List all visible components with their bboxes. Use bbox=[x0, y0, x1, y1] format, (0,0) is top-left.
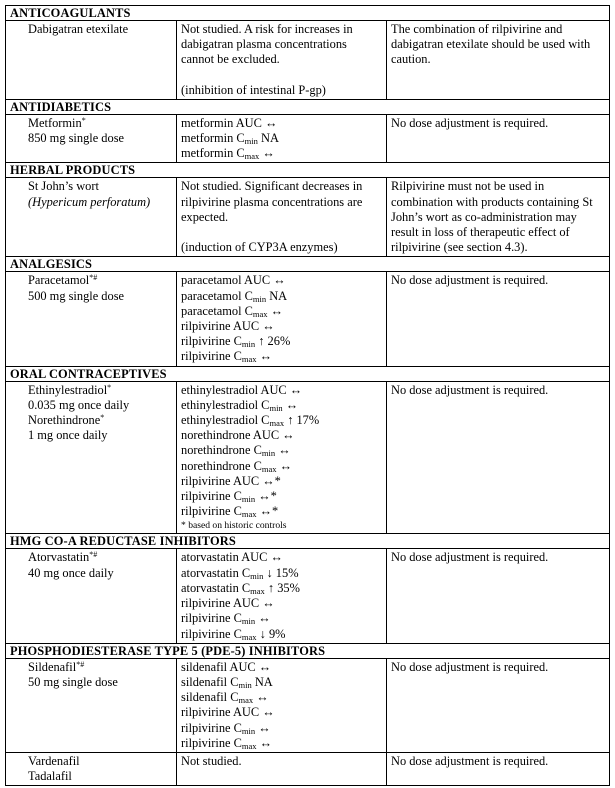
line-text: rilpivirine C bbox=[181, 626, 242, 641]
section-title: ANTICOAGULANTS bbox=[6, 6, 610, 21]
section-title: ANTIDIABETICS bbox=[6, 99, 610, 114]
effect-line bbox=[181, 240, 382, 255]
line-text: Atorvastatin bbox=[28, 550, 90, 565]
line-text: 40 mg once daily bbox=[28, 565, 114, 580]
effect-cell bbox=[177, 752, 387, 785]
subscript: min bbox=[261, 448, 276, 459]
drug-cell bbox=[6, 21, 177, 100]
section-header-row-anticoagulants bbox=[6, 6, 610, 21]
drug-name-line bbox=[28, 675, 172, 690]
recommendation-cell bbox=[387, 549, 610, 643]
effect-line bbox=[181, 273, 382, 288]
line-value: ↔ bbox=[259, 146, 275, 161]
line-text: Norethindrone bbox=[28, 413, 101, 428]
table-row bbox=[6, 549, 610, 643]
effect-line bbox=[181, 504, 382, 519]
line-value: ↔ bbox=[256, 735, 273, 750]
section-title: HERBAL PRODUCTS bbox=[6, 163, 610, 178]
drug-cell bbox=[6, 752, 177, 785]
line-text: paracetamol C bbox=[181, 303, 253, 318]
effect-line bbox=[181, 721, 382, 736]
effect-line bbox=[181, 319, 382, 334]
effect-line bbox=[181, 459, 382, 474]
drug-cell bbox=[6, 549, 177, 643]
line-text: rilpivirine C bbox=[181, 735, 242, 750]
section-title: ORAL CONTRACEPTIVES bbox=[6, 366, 610, 381]
footnote-marker: *# bbox=[89, 273, 98, 283]
line-value: ↔* bbox=[256, 504, 279, 519]
subscript: min bbox=[250, 570, 264, 581]
line-text: sildenafil C bbox=[181, 690, 239, 705]
line-text: * based on historic controls bbox=[181, 520, 287, 532]
line-text: 50 mg single dose bbox=[28, 674, 118, 689]
line-text: St John’s wort bbox=[28, 179, 99, 194]
effect-line bbox=[181, 116, 382, 131]
table-row bbox=[6, 178, 610, 257]
line-text: rilpivirine AUC ↔* bbox=[181, 473, 281, 488]
effect-cell bbox=[177, 272, 387, 366]
table-row bbox=[6, 114, 610, 163]
recommendation-text: No dose adjustment is required. bbox=[391, 659, 549, 674]
line-value: ↔ bbox=[267, 303, 284, 318]
line-value: NA bbox=[257, 131, 279, 146]
line-text: atorvastatin C bbox=[181, 580, 251, 595]
section-title: HMG CO-A REDUCTASE INHIBITORS bbox=[6, 534, 610, 549]
line-text: paracetamol C bbox=[181, 288, 253, 303]
effect-line bbox=[181, 428, 382, 443]
recommendation-cell bbox=[387, 21, 610, 100]
effect-line bbox=[181, 566, 382, 581]
effect-line bbox=[181, 690, 382, 705]
recommendation-cell bbox=[387, 381, 610, 534]
effect-line bbox=[181, 474, 382, 489]
drug-name-line bbox=[28, 550, 172, 565]
footnote-marker: * bbox=[100, 413, 105, 423]
line-value: ↔* bbox=[255, 489, 277, 504]
line-text: rilpivirine C bbox=[181, 611, 242, 626]
line-text: Dabigatran etexilate bbox=[28, 22, 129, 36]
subscript: max bbox=[250, 585, 265, 596]
recommendation-cell bbox=[387, 114, 610, 163]
line-text: Metformin bbox=[28, 115, 82, 130]
section-header-row-oral-contraceptives bbox=[6, 366, 610, 381]
line-value: ↓ 9% bbox=[256, 626, 286, 641]
drug-cell bbox=[6, 381, 177, 534]
recommendation-text: Rilpivirine must not be used in combination with products containing St John’s wort as co-administration may result in loss of therapeutic effect of rilpivirine (see section 4.3). bbox=[391, 179, 593, 255]
effect-cell bbox=[177, 178, 387, 257]
section-title: ANALGESICS bbox=[6, 257, 610, 272]
subscript: max bbox=[238, 695, 254, 706]
spacer bbox=[181, 225, 382, 240]
line-text: metformin C bbox=[181, 146, 245, 161]
drug-name-line bbox=[28, 22, 172, 37]
drug-name-line bbox=[28, 116, 172, 131]
line-text: ethinylestradiol C bbox=[181, 397, 270, 412]
footnote-marker: *# bbox=[76, 659, 85, 669]
section-header-row-herbal-products bbox=[6, 163, 610, 178]
line-text: Not studied. A risk for increases in dabigatran plasma concentrations cannot be excluded. bbox=[181, 22, 353, 67]
line-value: ↓ 15% bbox=[263, 565, 299, 580]
line-text: sildenafil AUC ↔ bbox=[181, 659, 272, 674]
line-value: ↔ bbox=[253, 690, 269, 705]
line-value: NA bbox=[266, 288, 288, 303]
line-text: rilpivirine AUC ↔ bbox=[181, 705, 275, 720]
line-value: ↔ bbox=[275, 443, 291, 458]
effect-cell bbox=[177, 658, 387, 752]
effect-line bbox=[181, 550, 382, 565]
line-text: norethindrone C bbox=[181, 458, 262, 473]
effect-cell bbox=[177, 114, 387, 163]
subscript: max bbox=[241, 631, 257, 642]
section-header-row-phosphodiesterase-type-5-pde-5-inhibitors bbox=[6, 643, 610, 658]
line-value: ↔ bbox=[282, 397, 299, 412]
effect-line bbox=[181, 754, 382, 769]
line-value: NA bbox=[251, 674, 273, 689]
effect-cell bbox=[177, 549, 387, 643]
line-text: rilpivirine AUC ↔ bbox=[181, 596, 275, 611]
effect-line bbox=[181, 443, 382, 458]
section-header-row-analgesics bbox=[6, 257, 610, 272]
drug-name-line bbox=[28, 754, 172, 769]
footnote-marker: * bbox=[107, 382, 112, 392]
subscript: min bbox=[238, 679, 252, 690]
drug-cell bbox=[6, 272, 177, 366]
effect-line bbox=[181, 596, 382, 611]
section-title: PHOSPHODIESTERASE TYPE 5 (PDE-5) INHIBITORS bbox=[6, 643, 610, 658]
line-text: sildenafil C bbox=[181, 674, 239, 689]
drug-name-line bbox=[28, 660, 172, 675]
effect-line bbox=[181, 489, 382, 504]
drug-name-line bbox=[28, 428, 172, 443]
recommendation-text: No dose adjustment is required. bbox=[391, 115, 549, 130]
line-text: metformin AUC ↔ bbox=[181, 115, 278, 130]
effect-line bbox=[181, 660, 382, 675]
line-text: Vardenafil bbox=[28, 753, 80, 768]
effect-line bbox=[181, 334, 382, 349]
line-value: ↔ bbox=[276, 458, 293, 473]
line-text: atorvastatin AUC ↔ bbox=[181, 550, 283, 565]
drug-cell bbox=[6, 114, 177, 163]
effect-line bbox=[181, 413, 382, 428]
effect-line bbox=[181, 22, 382, 68]
effect-line bbox=[181, 675, 382, 690]
recommendation-text: No dose adjustment is required. bbox=[391, 273, 549, 288]
recommendation-text: The combination of rilpivirine and dabigatran etexilate should be used with caution. bbox=[391, 22, 591, 67]
table-row bbox=[6, 752, 610, 785]
drug-cell bbox=[6, 658, 177, 752]
line-text: 500 mg single dose bbox=[28, 288, 125, 303]
effect-line bbox=[181, 398, 382, 413]
line-text: 1 mg once daily bbox=[28, 428, 108, 443]
line-value: ↑ 17% bbox=[284, 413, 320, 428]
subscript: max bbox=[241, 509, 257, 520]
subscript: max bbox=[261, 463, 277, 474]
line-text: (Hypericum perforatum) bbox=[28, 194, 151, 209]
line-text: rilpivirine C bbox=[181, 349, 242, 364]
effect-cell bbox=[177, 381, 387, 534]
recommendation-text: No dose adjustment is required. bbox=[391, 382, 549, 397]
table-row bbox=[6, 272, 610, 366]
subscript: min bbox=[241, 725, 256, 736]
effect-cell bbox=[177, 21, 387, 100]
effect-line bbox=[181, 581, 382, 596]
effect-line bbox=[181, 83, 382, 98]
line-text: Tadalafil bbox=[28, 769, 72, 784]
line-text: ethinylestradiol AUC ↔ bbox=[181, 382, 303, 397]
footnote-marker: *# bbox=[89, 550, 98, 560]
line-text: rilpivirine C bbox=[181, 504, 242, 519]
subscript: min bbox=[241, 494, 256, 505]
recommendation-cell bbox=[387, 178, 610, 257]
drug-name-line bbox=[28, 273, 172, 288]
effect-line bbox=[181, 705, 382, 720]
subscript: min bbox=[241, 339, 256, 350]
effect-line bbox=[181, 383, 382, 398]
line-text: rilpivirine C bbox=[181, 489, 242, 504]
line-text: 850 mg single dose bbox=[28, 131, 125, 146]
line-text: Paracetamol bbox=[28, 273, 90, 288]
line-text: rilpivirine C bbox=[181, 720, 242, 735]
line-text: Sildenafil bbox=[28, 659, 77, 674]
effect-line bbox=[181, 627, 382, 642]
line-text: atorvastatin C bbox=[181, 565, 251, 580]
table-row bbox=[6, 658, 610, 752]
effect-line bbox=[181, 289, 382, 304]
line-value: ↔ bbox=[255, 611, 271, 626]
line-text: rilpivirine C bbox=[181, 334, 242, 349]
table-row bbox=[6, 381, 610, 534]
line-text: norethindrone C bbox=[181, 443, 262, 458]
interaction-table-body bbox=[6, 6, 610, 786]
drug-name-line bbox=[28, 566, 172, 581]
section-header-row-antidiabetics bbox=[6, 99, 610, 114]
subscript: max bbox=[241, 740, 257, 751]
recommendation-cell bbox=[387, 752, 610, 785]
section-header-row-hmg-co-a-reductase-inhibitors bbox=[6, 534, 610, 549]
subscript: max bbox=[269, 418, 285, 429]
effect-line bbox=[181, 304, 382, 319]
footnote-marker: * bbox=[81, 115, 86, 125]
effect-line bbox=[181, 131, 382, 146]
line-value: ↔ bbox=[256, 349, 273, 364]
line-text: paracetamol AUC ↔ bbox=[181, 273, 286, 288]
drug-name-line bbox=[28, 289, 172, 304]
line-text: Not studied. bbox=[181, 753, 242, 768]
line-value: ↔ bbox=[255, 720, 271, 735]
effect-line bbox=[181, 611, 382, 626]
effect-line bbox=[181, 736, 382, 751]
drug-name-line bbox=[28, 131, 172, 146]
effect-line bbox=[181, 349, 382, 364]
effect-line bbox=[181, 146, 382, 161]
subscript: min bbox=[244, 136, 258, 147]
drug-name-line bbox=[28, 383, 172, 398]
drug-cell bbox=[6, 178, 177, 257]
line-text: ethinylestradiol C bbox=[181, 413, 270, 428]
subscript: max bbox=[244, 151, 260, 162]
drug-name-line bbox=[28, 179, 172, 194]
line-value: ↑ 26% bbox=[255, 334, 291, 349]
drug-name-line bbox=[28, 195, 172, 210]
line-text: Ethinylestradiol bbox=[28, 382, 108, 397]
drug-name-line bbox=[28, 769, 172, 784]
line-value: ↑ 35% bbox=[264, 580, 300, 595]
line-text: 0.035 mg once daily bbox=[28, 397, 130, 412]
subscript: min bbox=[269, 402, 283, 413]
interaction-table bbox=[5, 5, 610, 786]
footnote-line bbox=[181, 519, 382, 532]
line-text: (inhibition of intestinal P-gp) bbox=[181, 82, 326, 97]
subscript: min bbox=[252, 293, 267, 304]
recommendation-cell bbox=[387, 658, 610, 752]
recommendation-text: No dose adjustment is required. bbox=[391, 550, 549, 565]
effect-line bbox=[181, 179, 382, 225]
subscript: max bbox=[252, 308, 268, 319]
drug-name-line bbox=[28, 398, 172, 413]
recommendation-text: No dose adjustment is required. bbox=[391, 753, 549, 768]
subscript: min bbox=[241, 616, 256, 627]
line-text: Not studied. Significant decreases in rilpivirine plasma concentrations are expected. bbox=[181, 179, 363, 224]
line-text: norethindrone AUC ↔ bbox=[181, 428, 295, 443]
table-row bbox=[6, 21, 610, 100]
spacer bbox=[181, 68, 382, 83]
line-text: (induction of CYP3A enzymes) bbox=[181, 240, 338, 255]
recommendation-cell bbox=[387, 272, 610, 366]
drug-name-line bbox=[28, 413, 172, 428]
line-text: metformin C bbox=[181, 131, 245, 146]
subscript: max bbox=[241, 354, 257, 365]
line-text: rilpivirine AUC ↔ bbox=[181, 319, 275, 334]
